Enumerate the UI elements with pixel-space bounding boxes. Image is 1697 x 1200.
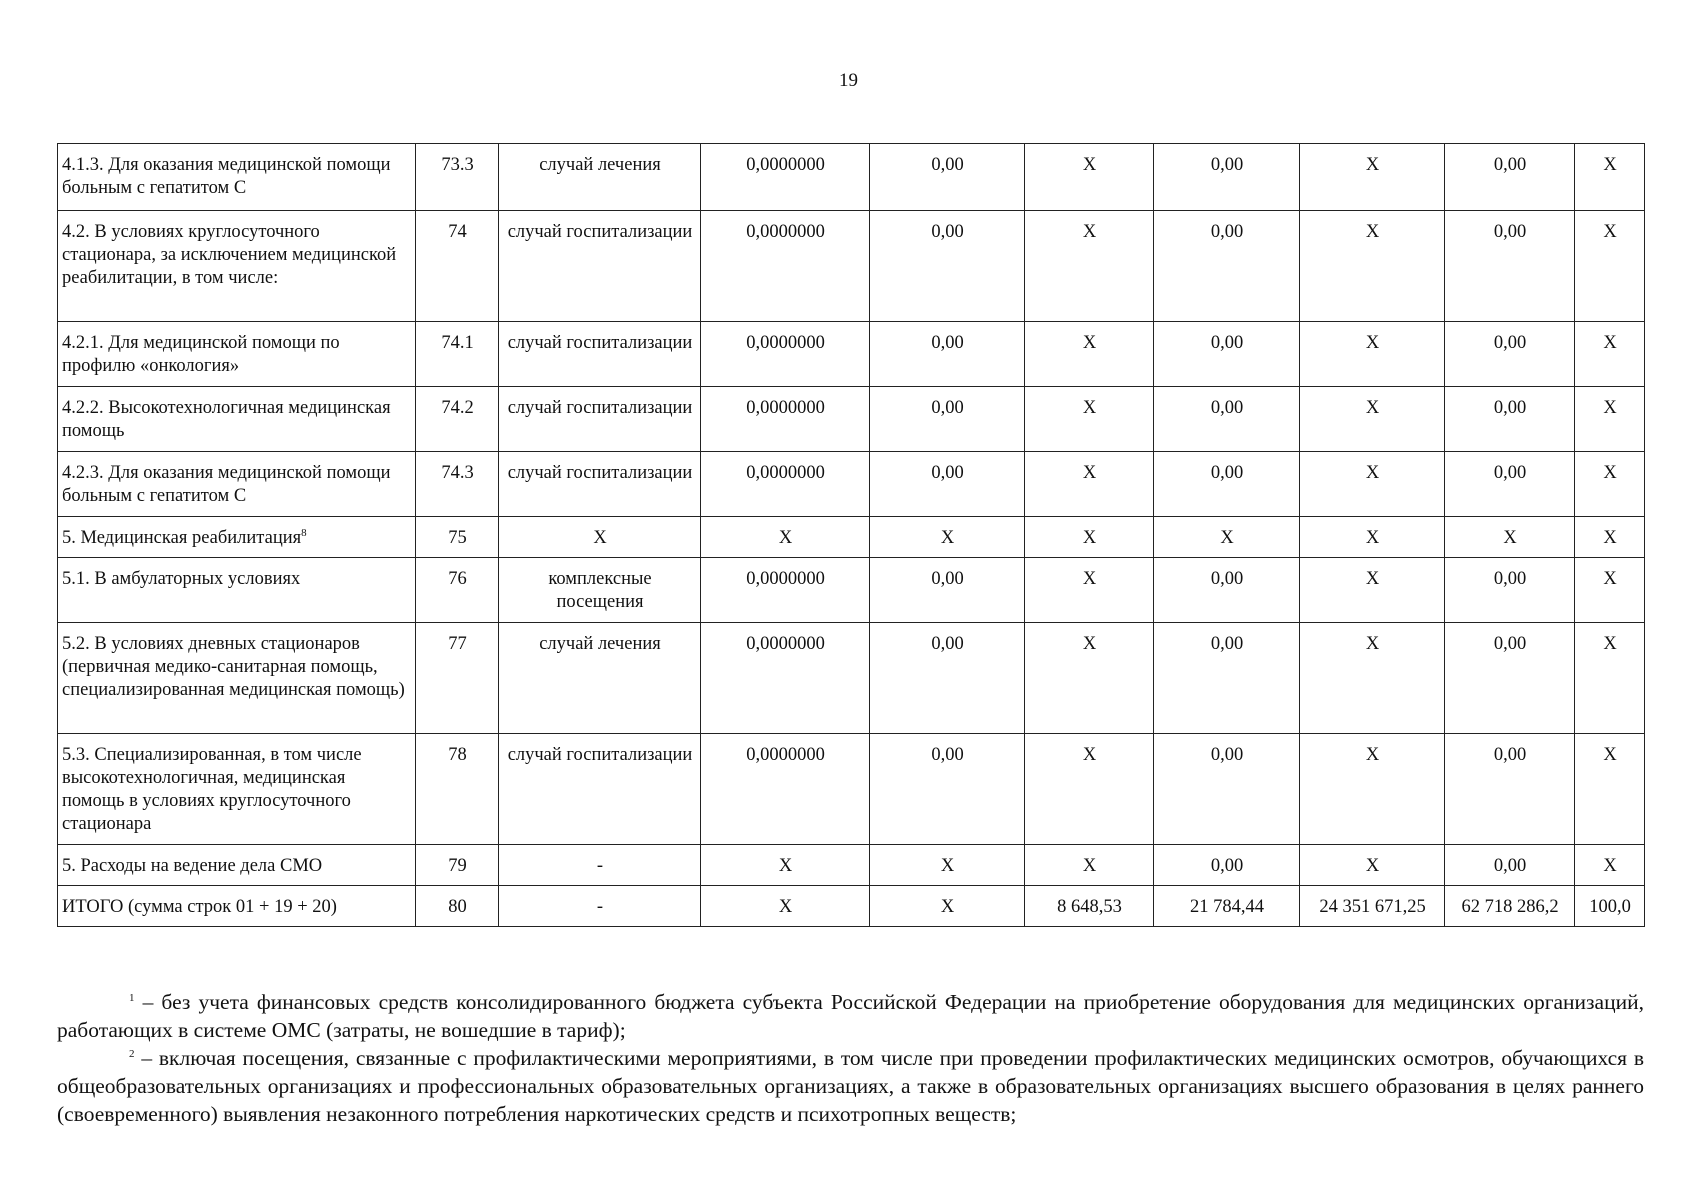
table-row (58, 623, 1645, 734)
col8-cell (1300, 845, 1445, 886)
col7-cell (1154, 517, 1300, 558)
cell-text: 0,00 (931, 222, 964, 242)
table-row (58, 387, 1645, 452)
cell-text: 74 (448, 222, 467, 242)
cell-text: 0,0000000 (746, 333, 825, 353)
col5-cell (870, 387, 1025, 452)
cell-text: 5.1. В амбулаторных условиях (62, 569, 301, 589)
table-row (58, 558, 1645, 623)
col9-cell (1445, 322, 1575, 387)
unit-cell (499, 517, 701, 558)
cell-text: 0,00 (931, 398, 964, 418)
line-code-cell (416, 211, 499, 322)
col5-cell (870, 558, 1025, 623)
cell-text: 73.3 (441, 155, 474, 175)
cell-text: X (1082, 222, 1097, 242)
cell-text: 5. Медицинская реабилитация (62, 528, 302, 548)
cell-text: X (1082, 745, 1097, 765)
cell-text: X (1365, 398, 1380, 418)
col4-cell (701, 387, 870, 452)
col6-cell (1025, 558, 1154, 623)
col10-cell (1575, 886, 1645, 927)
cell-text: 4.2.1. Для медицинской помощи по профилю «онкология» (62, 333, 340, 376)
col4-cell (701, 886, 870, 927)
cell-text: X (1082, 463, 1097, 483)
col6-cell (1025, 623, 1154, 734)
cell-text: X (1082, 569, 1097, 589)
cell-text: X (1082, 528, 1097, 548)
table-row (58, 322, 1645, 387)
col10-cell (1575, 322, 1645, 387)
col10-cell (1575, 734, 1645, 845)
cell-text: 100,0 (1589, 897, 1631, 917)
cell-text: X (1603, 463, 1617, 483)
cell-text: 76 (448, 569, 467, 589)
cell-text: 0,0000000 (746, 155, 825, 175)
col10-cell (1575, 211, 1645, 322)
cell-text: X (940, 897, 955, 917)
cell-text: 0,00 (1493, 745, 1527, 765)
cell-text: - (596, 897, 604, 917)
cell-text: 74.3 (441, 463, 474, 483)
line-code-cell (416, 734, 499, 845)
cell-text: 0,00 (931, 155, 964, 175)
cell-text: X (1082, 634, 1097, 654)
cell-text: X (1365, 463, 1380, 483)
cell-text: 0,00 (1210, 333, 1244, 353)
financing-table (57, 143, 1645, 927)
row-name-cell (58, 623, 416, 734)
cell-text: 0,0000000 (746, 463, 825, 483)
unit-cell (499, 211, 701, 322)
cell-text: X (1365, 634, 1380, 654)
unit-cell (499, 387, 701, 452)
col7-cell (1154, 144, 1300, 211)
cell-text: X (1365, 333, 1380, 353)
table-row (58, 144, 1645, 211)
table-row (58, 886, 1645, 927)
col7-cell (1154, 387, 1300, 452)
cell-text: 21 784,44 (1190, 897, 1264, 917)
col10-cell (1575, 144, 1645, 211)
col7-cell (1154, 452, 1300, 517)
col9-cell (1445, 734, 1575, 845)
col6-cell (1025, 322, 1154, 387)
col9-cell (1445, 517, 1575, 558)
cell-text: 62 718 286,2 (1461, 897, 1559, 917)
col8-cell (1300, 623, 1445, 734)
cell-text: 24 351 671,25 (1319, 897, 1426, 917)
cell-text: 79 (448, 856, 467, 876)
cell-text: X (1603, 634, 1617, 654)
line-code-cell (416, 452, 499, 517)
cell-text: 0,0000000 (746, 634, 825, 654)
col6-cell (1025, 517, 1154, 558)
cell-text: 0,00 (1493, 222, 1527, 242)
col5-cell (870, 886, 1025, 927)
cell-text: 0,00 (1210, 463, 1244, 483)
col5-cell (870, 322, 1025, 387)
cell-text: 0,00 (1210, 569, 1244, 589)
table-row (58, 211, 1645, 322)
cell-text: X (778, 897, 793, 917)
cell-text: 4.2. В условиях круглосуточного стационара, за исключением медицинской реабилитации, в том числе: (62, 222, 397, 288)
cell-text: X (1365, 856, 1380, 876)
cell-text: X (1082, 333, 1097, 353)
cell-text: X (1220, 528, 1234, 548)
row-name-cell (58, 211, 416, 322)
cell-text: X (1503, 528, 1517, 548)
unit-cell (499, 144, 701, 211)
cell-text: случай госпитализации (507, 745, 693, 765)
cell-text: 0,00 (1210, 745, 1244, 765)
col4-cell (701, 734, 870, 845)
footnote-mark: 1 (129, 991, 135, 1004)
cell-text: X (1603, 856, 1617, 876)
line-code-cell (416, 623, 499, 734)
cell-text: 5. Расходы на ведение дела СМО (62, 856, 323, 876)
col8-cell (1300, 144, 1445, 211)
cell-text: 0,00 (1210, 155, 1244, 175)
cell-text: X (1082, 398, 1097, 418)
cell-text: 0,00 (1493, 634, 1527, 654)
footnote-text: – без учета финансовых средств консолидированного бюджета субъекта Российской Федерации на приобретение оборудования для медицинских организаций, работающих в системе ОМС (затраты, не вошедшие в тариф); (57, 990, 1644, 1042)
col9-cell (1445, 886, 1575, 927)
col10-cell (1575, 845, 1645, 886)
cell-text: X (940, 528, 955, 548)
cell-text: случай лечения (539, 634, 661, 654)
line-code-cell (416, 558, 499, 623)
col6-cell (1025, 734, 1154, 845)
cell-text: комплексные посещения (548, 569, 652, 612)
cell-text: X (1365, 222, 1380, 242)
cell-text: 0,00 (1493, 856, 1527, 876)
table-row (58, 517, 1645, 558)
cell-text: 0,00 (1493, 569, 1527, 589)
row-name-cell (58, 322, 416, 387)
cell-text: X (1603, 155, 1617, 175)
col8-cell (1300, 886, 1445, 927)
col4-cell (701, 517, 870, 558)
cell-text: X (1603, 745, 1617, 765)
footnote-ref: 8 (301, 526, 307, 539)
cell-text: случай госпитализации (507, 463, 693, 483)
col5-cell (870, 211, 1025, 322)
col4-cell (701, 452, 870, 517)
cell-text: X (1365, 745, 1380, 765)
cell-text: 5.3. Специализированная, в том числе высокотехнологичная, медицинская помощь в условиях круглосуточного стационара (62, 745, 362, 834)
cell-text: X (1603, 222, 1617, 242)
col7-cell (1154, 845, 1300, 886)
unit-cell (499, 558, 701, 623)
cell-text: 4.2.3. Для оказания медицинской помощи больным с гепатитом С (62, 463, 391, 506)
cell-text: 0,00 (931, 463, 964, 483)
line-code-cell (416, 886, 499, 927)
col7-cell (1154, 734, 1300, 845)
cell-text: 0,0000000 (746, 222, 825, 242)
cell-text: 75 (448, 528, 467, 548)
cell-text: - (596, 856, 604, 876)
cell-text: 74.1 (441, 333, 474, 353)
col6-cell (1025, 211, 1154, 322)
unit-cell (499, 623, 701, 734)
table-body (58, 144, 1645, 927)
cell-text: X (1365, 155, 1380, 175)
unit-cell (499, 322, 701, 387)
cell-text: 0,00 (931, 569, 964, 589)
col10-cell (1575, 558, 1645, 623)
row-name-cell (58, 144, 416, 211)
cell-text: 4.1.3. Для оказания медицинской помощи больным с гепатитом С (62, 155, 391, 198)
col5-cell (870, 452, 1025, 517)
col5-cell (870, 517, 1025, 558)
cell-text: случай госпитализации (507, 222, 693, 242)
unit-cell (499, 845, 701, 886)
row-name-cell (58, 387, 416, 452)
cell-text: 5.2. В условиях дневных стационаров (первичная медико-санитарная помощь, специализированная медицинская помощь) (62, 634, 405, 700)
cell-text: X (593, 528, 607, 548)
cell-text: 0,00 (1493, 333, 1527, 353)
cell-text: X (1365, 569, 1380, 589)
line-code-cell (416, 144, 499, 211)
cell-text: 80 (448, 897, 467, 917)
col8-cell (1300, 322, 1445, 387)
cell-text: ИТОГО (сумма строк 01 + 19 + 20) (62, 897, 337, 917)
cell-text: X (1603, 569, 1617, 589)
cell-text: X (1603, 528, 1617, 548)
col4-cell (701, 322, 870, 387)
unit-cell (499, 734, 701, 845)
col8-cell (1300, 558, 1445, 623)
col4-cell (701, 558, 870, 623)
cell-text: X (1603, 398, 1617, 418)
col7-cell (1154, 558, 1300, 623)
col6-cell (1025, 387, 1154, 452)
cell-text: 0,00 (1493, 463, 1527, 483)
col4-cell (701, 845, 870, 886)
cell-text: 8 648,53 (1057, 897, 1122, 917)
row-name-cell (58, 517, 416, 558)
cell-text: случай лечения (539, 155, 661, 175)
col10-cell (1575, 452, 1645, 517)
cell-text: 0,0000000 (746, 569, 825, 589)
cell-text: 0,00 (1210, 398, 1244, 418)
table-row (58, 452, 1645, 517)
col9-cell (1445, 623, 1575, 734)
col7-cell (1154, 211, 1300, 322)
col4-cell (701, 211, 870, 322)
cell-text: 0,00 (931, 333, 964, 353)
col8-cell (1300, 517, 1445, 558)
cell-text: 0,00 (1493, 398, 1527, 418)
row-name-cell (58, 845, 416, 886)
footnote-text: – включая посещения, связанные с профилактическими мероприятиями, в том числе при проведении профилактических медицинских осмотров, обучающихся в общеобразовательных организациях и профессиональных образовательных организациях, а также в образовательных организациях высшего образования в целях раннего (своевременного) выявления незаконного потребления наркотических средств и психотропных веществ; (57, 1046, 1644, 1126)
line-code-cell (416, 517, 499, 558)
cell-text: X (940, 856, 955, 876)
col6-cell (1025, 144, 1154, 211)
line-code-cell (416, 322, 499, 387)
col4-cell (701, 623, 870, 734)
unit-cell (499, 452, 701, 517)
col8-cell (1300, 211, 1445, 322)
cell-text: X (1365, 528, 1380, 548)
col9-cell (1445, 387, 1575, 452)
cell-text: 0,00 (1210, 856, 1244, 876)
line-code-cell (416, 387, 499, 452)
col9-cell (1445, 211, 1575, 322)
line-code-cell (416, 845, 499, 886)
cell-text: X (1603, 333, 1617, 353)
col8-cell (1300, 734, 1445, 845)
footnote-2 (57, 1044, 1644, 1128)
col4-cell (701, 144, 870, 211)
cell-text: X (1082, 155, 1097, 175)
row-name-cell (58, 558, 416, 623)
col5-cell (870, 144, 1025, 211)
col7-cell (1154, 886, 1300, 927)
table-row (58, 734, 1645, 845)
cell-text: 0,00 (1210, 634, 1244, 654)
col9-cell (1445, 144, 1575, 211)
unit-cell (499, 886, 701, 927)
footnotes (57, 988, 1644, 1128)
table-row (58, 845, 1645, 886)
col9-cell (1445, 845, 1575, 886)
col6-cell (1025, 845, 1154, 886)
col9-cell (1445, 558, 1575, 623)
row-name-cell (58, 452, 416, 517)
cell-text: 0,0000000 (746, 398, 825, 418)
page-number: 19 (839, 70, 858, 91)
cell-text: 0,00 (931, 634, 964, 654)
col5-cell (870, 734, 1025, 845)
col5-cell (870, 845, 1025, 886)
cell-text: X (778, 528, 793, 548)
col10-cell (1575, 517, 1645, 558)
cell-text: 77 (448, 634, 467, 654)
col8-cell (1300, 387, 1445, 452)
cell-text: 0,0000000 (746, 745, 825, 765)
cell-text: 78 (448, 745, 467, 765)
footnote-mark: 2 (129, 1047, 135, 1060)
row-name-cell (58, 734, 416, 845)
cell-text: случай госпитализации (507, 398, 693, 418)
cell-text: X (778, 856, 793, 876)
col7-cell (1154, 322, 1300, 387)
col6-cell (1025, 886, 1154, 927)
row-name-cell (58, 886, 416, 927)
col5-cell (870, 623, 1025, 734)
col9-cell (1445, 452, 1575, 517)
cell-text: случай госпитализации (507, 333, 693, 353)
col6-cell (1025, 452, 1154, 517)
col8-cell (1300, 452, 1445, 517)
col7-cell (1154, 623, 1300, 734)
cell-text: 0,00 (1210, 222, 1244, 242)
cell-text: 4.2.2. Высокотехнологичная медицинская помощь (62, 398, 391, 441)
col10-cell (1575, 387, 1645, 452)
cell-text: 0,00 (931, 745, 964, 765)
cell-text: 0,00 (1493, 155, 1527, 175)
cell-text: X (1082, 856, 1097, 876)
footnote-1 (57, 988, 1644, 1044)
cell-text: 74.2 (441, 398, 474, 418)
col10-cell (1575, 623, 1645, 734)
